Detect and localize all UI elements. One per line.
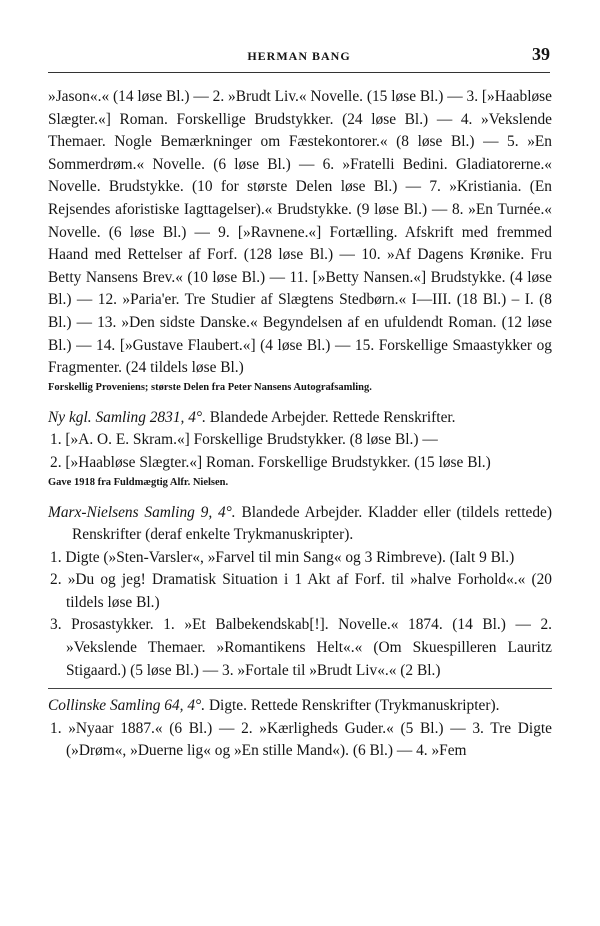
collection-heading [48, 502, 552, 547]
collection-item: 1. [»A. O. E. Skram.«] Forskellige Brudstykker. (8 løse Bl.) — [50, 431, 438, 449]
collection-provenance-note: Gave 1918 fra Fuldmægtig Alfr. Nielsen. [48, 476, 229, 488]
collection-item: 3. Prosastykker. 1. »Et Balbekendskab[!]. Novelle.« 1874. (14 Bl.) — 2. »Vekslende Themaer. »Romantikens Helt«.« (Om Skuespilleren Lauritz Stigaard.) (5 løse Bl.) — 3. »Fortale til »Brudt Liv«.« (2 Bl.) [50, 616, 552, 679]
collection-entry [48, 695, 552, 763]
collection-name: Marx-Nielsens Samling 9, 4°. [48, 503, 236, 521]
collection-description: Blandede Arbejder. Kladder eller (tildels rettede) Renskrifter (deraf enkelte Trykmanuskripter). [72, 503, 552, 544]
running-title: HERMAN BANG [247, 49, 351, 63]
collection-heading [48, 695, 552, 718]
collection-item: 1. Digte (»Sten-Varsler«, »Farvel til min Sang« og 3 Rimbreve). (Ialt 9 Bl.) [50, 548, 515, 566]
collection-item: 2. [»Haabløse Slægter.«] Roman. Forskellige Brudstykker. (15 løse Bl.) [50, 453, 491, 471]
collection-name: Ny kgl. Samling 2831, 4°. [48, 408, 206, 426]
collection-name: Collinske Samling 64, 4°. [48, 697, 206, 715]
collection-entry [48, 502, 552, 683]
collection-description: Digte. Rettede Renskrifter (Trykmanuskripter). [208, 697, 500, 715]
page-number: 39 [532, 44, 550, 64]
section-divider [48, 688, 552, 689]
running-head [48, 46, 550, 73]
collection-item: 1. »Nyaar 1887.« (6 Bl.) — 2. »Kærligheds Guder.« (5 Bl.) — 3. Tre Digte (»Drøm«, »Duerne lig« og »En stille Mand«). (6 Bl.) — 4. »Fem [50, 719, 552, 760]
collection-description: Blandede Arbejder. Rettede Renskrifter. [209, 408, 456, 426]
intro-paragraph: »Jason«.« (14 løse Bl.) — 2. »Brudt Liv.« Novelle. (15 løse Bl.) — 3. [»Haabløse Slægter.«] Roman. Forskellige Brudstykker. (24 løse Bl.) — 4. »Vekslende Themaer. Nogle Bemærkninger om Fæstekontorer.« (8 løse Bl.) — 5. »En Sommerdrøm.« Novelle. (6 løse Bl.) — 6. »Fratelli Bedini. Gladiatorerne.« Novelle. Brudstykke. (10 for største Delen løse Bl.) — 7. »Kristiania. (En Rejsendes aforistiske Iagttagelser).« Brudstykke. (9 løse Bl.) — 8. »En Turnée.« Novelle. (6 løse Bl.) — 9. [»Ravnene.«] Fortælling. Afskrift med fremmed Haand med Rettelser af Forf. (128 løse Bl.) — 10. »Af Dagens Krønike. Fru Betty Nansens Brev.« (10 løse Bl.) — 11. [»Betty Nansen.«] Brudstykke. (4 løse Bl.) — 12. »Paria'er. Tre Studier af Slægtens Stedbørn.« I—III. (18 Bl.) – I. (8 Bl.) — 13. »Den sidste Danske.« Begyndelsen af en ufuldendt Roman. (12 løse Bl.) — 14. [»Gustave Flaubert.«] (4 løse Bl.) — 15. Forskellige Smaastykker og Fragmenter. (24 tildels løse Bl.) [48, 88, 552, 377]
collection-item: 2. »Du og jeg! Dramatisk Situation i 1 Akt af Forf. til »halve Forhold«.« (20 tildels løse Bl.) [50, 571, 552, 611]
collection-entry [48, 407, 552, 490]
intro-provenance-note: Forskellig Proveniens; største Delen fra Peter Nansens Autografsamling. [48, 381, 372, 393]
collection-heading [48, 407, 552, 430]
page-body [48, 86, 552, 763]
